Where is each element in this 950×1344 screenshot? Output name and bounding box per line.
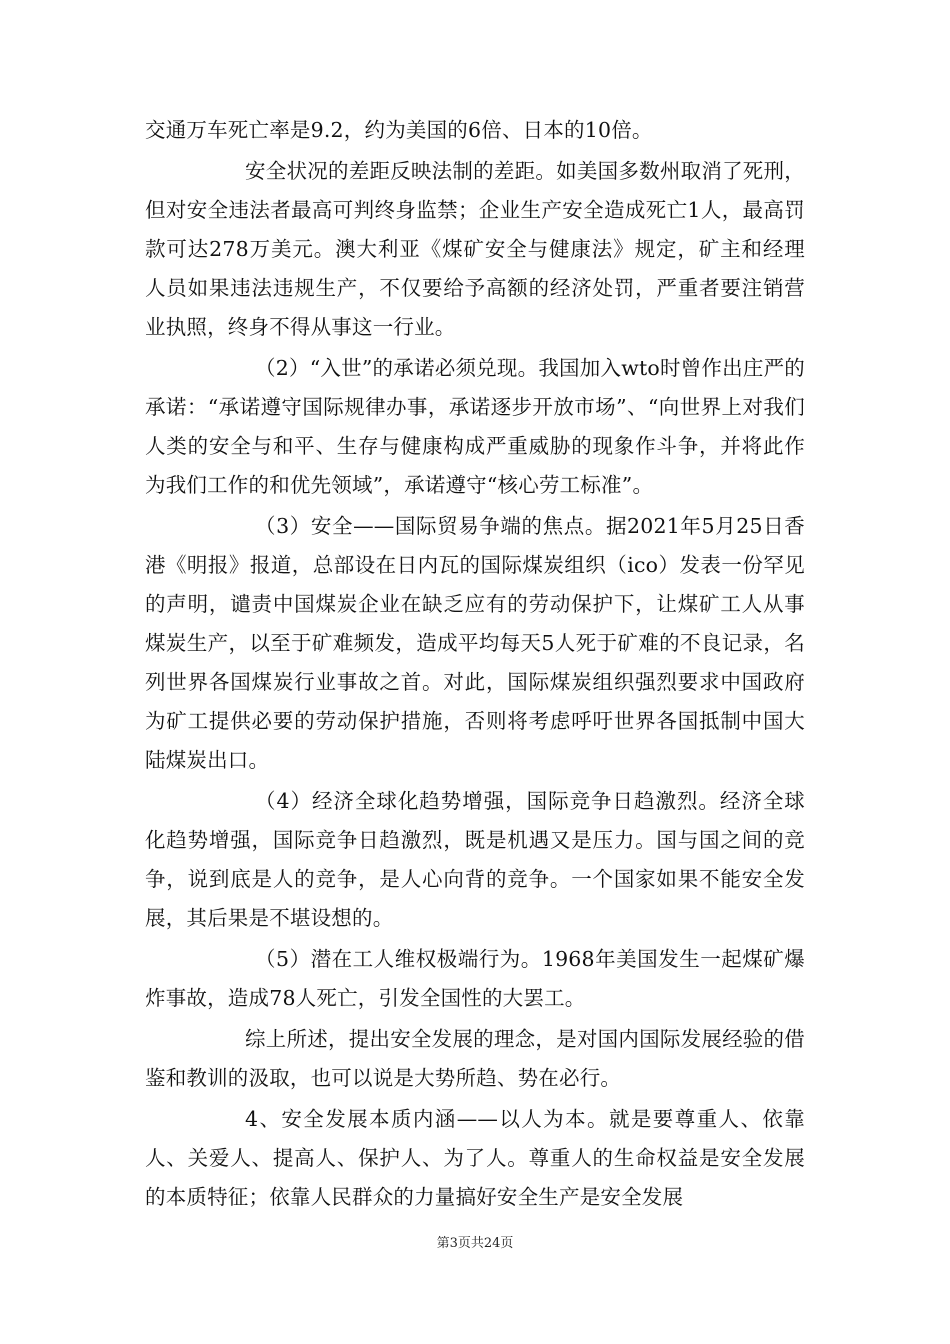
paragraph-wto-commitment: （2）“入世”的承诺必须兑现。我国加入wto时曾作出庄严的承诺：“承诺遵守国际规律办事，承诺逐步开放市场”、“向世界上对我们人类的安全与和平、生存与健康构成严重威胁的现象作斗争，并将此作为我们工作的和优先领域”，承诺遵守“核心劳工标准”。 xyxy=(145,356,805,497)
page-number-footer: 第3页共24页 xyxy=(436,1236,514,1251)
paragraph-globalization: （4）经济全球化趋势增强，国际竞争日趋激烈。经济全球化趋势增强，国际竞争日趋激烈，既是机遇又是压力。国与国之间的竞争，说到底是人的竞争，是人心向背的竞争。一个国家如果不能安全发展，其后果是不堪设想的。 xyxy=(145,789,805,930)
paragraph-traffic-fatality-rate: 交通万车死亡率是9.2，约为美国的6倍、日本的10倍。 xyxy=(145,118,653,142)
paragraph-safety-gap-law: 安全状况的差距反映法制的差距。如美国多数州取消了死刑，但对安全违法者最高可判终身监禁；企业生产安全造成死亡1人，最高罚款可达278万美元。澳大利亚《煤矿安全与健康法》规定，矿主和经理人员如果违法违规生产，不仅要给予高额的经济处罚，严重者要注销营业执照，终身不得从事这一行业。 xyxy=(145,159,805,339)
document-body xyxy=(145,111,805,1219)
paragraph-people-oriented: 4、安全发展本质内涵——以人为本。就是要尊重人、依靠人、关爱人、提高人、保护人、为了人。尊重人的生命权益是安全发展的本质特征；依靠人民群众的力量搞好安全生产是安全发展 xyxy=(145,1107,805,1209)
paragraph-summary: 综上所述，提出安全发展的理念，是对国内国际发展经验的借鉴和教训的汲取，也可以说是大势所趋、势在必行。 xyxy=(145,1027,805,1090)
paragraph-trade-dispute: （3）安全——国际贸易争端的焦点。据2021年5月25日香港《明报》报道，总部设在日内瓦的国际煤炭组织（ico）发表一份罕见的声明，谴责中国煤炭企业在缺乏应有的劳动保护下，让煤矿工人从事煤炭生产，以至于矿难频发，造成平均每天5人死于矿难的不良记录，名列世界各国煤炭行业事故之首。对此，国际煤炭组织强烈要求中国政府为矿工提供必要的劳动保护措施，否则将考虑呼吁世界各国抵制中国大陆煤炭出口。 xyxy=(145,514,805,772)
paragraph-worker-rights: （5）潜在工人维权极端行为。1968年美国发生一起煤矿爆炸事故，造成78人死亡，引发全国性的大罢工。 xyxy=(145,947,805,1010)
